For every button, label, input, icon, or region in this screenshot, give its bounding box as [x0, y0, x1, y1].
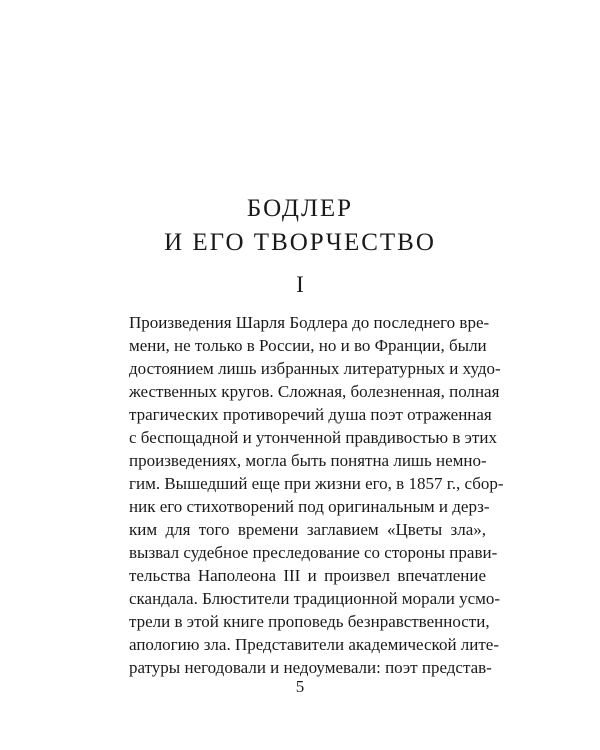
body-paragraph: [129, 311, 504, 679]
text-line: трели в этой книге проповедь безнравственности,: [129, 612, 490, 631]
text-line: с беспощадной и утонченной правдивостью в этих: [129, 428, 497, 447]
chapter-title-line-2: И ЕГО ТВОРЧЕСТВО: [164, 229, 436, 256]
text-line: ник его стихотворений под оригинальным и дерз-: [129, 497, 490, 516]
page-number: 5: [295, 677, 305, 696]
text-line: тельства Наполеона III и произвел впечатление: [129, 566, 486, 585]
chapter-title-line-1: БОДЛЕР: [246, 195, 354, 222]
text-line: мени, не только в России, но и во Франции, были: [129, 336, 487, 355]
text-line: скандала. Блюстители традиционной морали усмо-: [129, 589, 501, 608]
text-line: трагических противоречий душа поэт отраженная: [129, 405, 492, 424]
text-line: апологию зла. Представители академической лите-: [129, 635, 500, 654]
section-numeral: I: [296, 272, 304, 297]
text-line: достоянием лишь избранных литературных и худо-: [129, 359, 501, 378]
text-line: вызвал судебное преследование со стороны прави-: [129, 543, 498, 562]
text-line: ким для того времени заглавием «Цветы зла»,: [129, 520, 486, 539]
text-line: жественных кругов. Сложная, болезненная, полная: [129, 382, 500, 401]
text-line: гим. Вышедший еще при жизни его, в 1857 г., сбор-: [129, 474, 504, 493]
text-line: ратуры негодовали и недоумевали: поэт представ-: [129, 658, 492, 677]
text-line: произведениях, могла быть понятна лишь немно-: [129, 451, 487, 470]
text-line: Произведения Шарля Бодлера до последнего вре-: [129, 313, 490, 332]
